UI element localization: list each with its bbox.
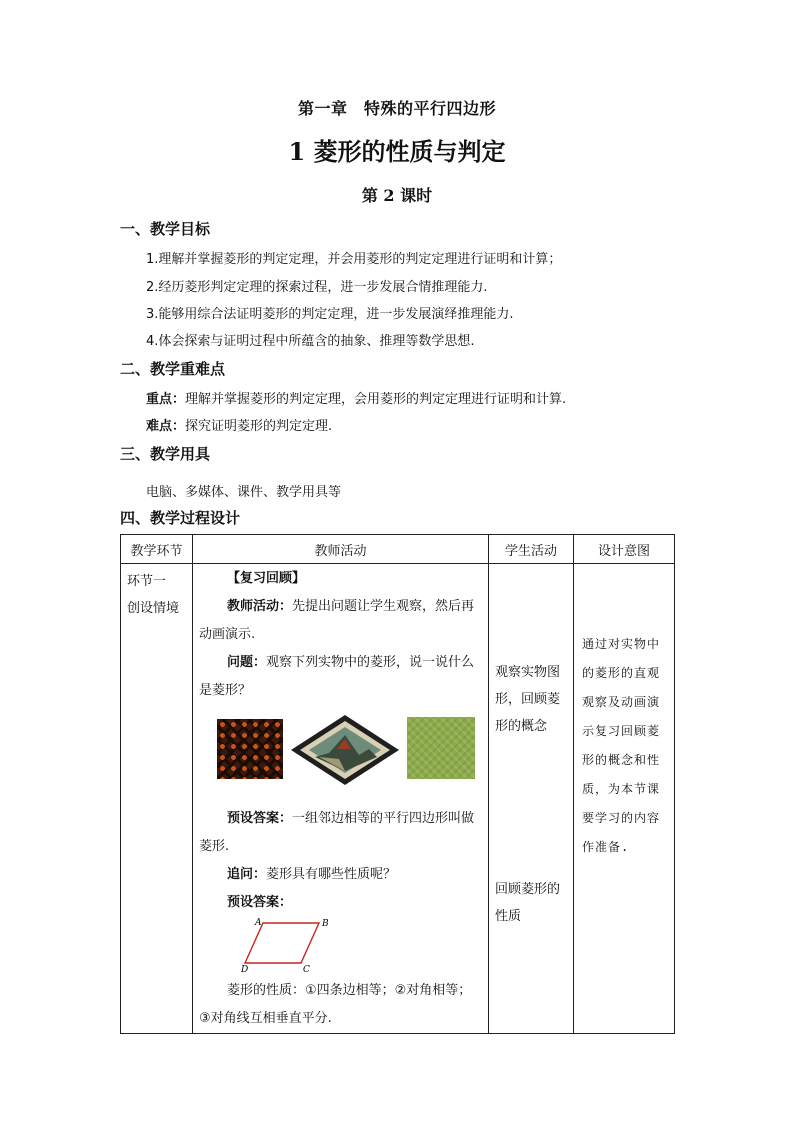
key-text: 理解并掌握菱形的判定定理，会用菱形的判定定理进行证明和计算.	[185, 392, 567, 407]
student-activity-2: 回顾菱形的性质	[495, 882, 561, 924]
vertex-label-c: C	[303, 965, 310, 975]
column-header: 学生活动	[489, 535, 574, 564]
period-title: 第 2 课时	[361, 186, 433, 205]
objective-item: 2.经历菱形判定定理的探索过程，进一步发展合情推理能力.	[146, 280, 488, 295]
green-rhombus-texture-image	[407, 717, 475, 779]
teacher-activity	[193, 593, 488, 649]
column-header: 教学环节	[121, 535, 193, 564]
followup-text: 菱形具有哪些性质呢？	[266, 867, 397, 882]
objective-item: 4.体会探索与证明过程中所蕴含的抽象、推理等数学思想.	[146, 334, 475, 349]
preset-answer-2: 预设答案：	[227, 895, 293, 910]
key-point-line	[146, 388, 566, 407]
stage-number: 环节一	[127, 574, 167, 589]
preset-answer	[193, 805, 488, 861]
difficult-point-line	[146, 415, 332, 434]
rhombus-painting-image	[289, 713, 401, 787]
intent-cell	[574, 564, 675, 1034]
question-text: 观察下列实物中的菱形，说一说什么是菱形？	[199, 655, 475, 698]
process-table	[120, 534, 675, 1034]
student-activity-1: 观察实物图形，回顾菱形的概念	[495, 665, 561, 734]
chapter-title: 第一章 特殊的平行四边形	[297, 99, 496, 118]
stage-name: 创设情境	[127, 601, 180, 616]
objective-item: 3.能够用综合法证明菱形的判定定理，进一步发展演绎推理能力.	[146, 307, 514, 322]
stage-cell	[121, 564, 193, 1034]
difficult-label: 难点：	[146, 419, 186, 434]
followup-question	[193, 861, 488, 889]
question-label: 问题：	[227, 655, 267, 670]
table-header-row	[121, 535, 675, 564]
answer-text: 一组邻边相等的平行四边形叫做菱形.	[199, 811, 475, 854]
objective-item: 1.理解并掌握菱形的判定定理，并会用菱形的判定定理进行证明和计算；	[146, 252, 562, 267]
question	[193, 649, 488, 705]
activity-label: 教师活动：	[227, 599, 293, 614]
rhombus-pattern-image	[217, 719, 283, 779]
lesson-title: 1 菱形的性质与判定	[288, 137, 506, 166]
process-heading: 四、教学过程设计	[120, 509, 241, 527]
example-images	[193, 713, 488, 799]
key-label: 重点：	[146, 392, 186, 407]
answer-label: 预设答案：	[227, 811, 293, 826]
design-intent-text: 通过对实物中的菱形的直观观察及动画演示复习回顾菱形的概念和性质，为本节课要学习的内容作准备.	[582, 637, 661, 854]
tools-text: 电脑、多媒体、课件、教学用具等	[146, 485, 342, 500]
vertex-label-d: D	[241, 965, 249, 975]
rhombus-diagram	[241, 917, 361, 975]
vertex-label-b: B	[322, 919, 329, 929]
tools-heading: 三、教学用具	[120, 445, 211, 463]
column-header: 教师活动	[193, 535, 489, 564]
key-points-heading: 二、教学重难点	[120, 360, 226, 378]
vertex-label-a: A	[255, 918, 262, 928]
review-title: 【复习回顾】	[227, 571, 306, 586]
rhombus-properties: 菱形的性质：①四条边相等；②对角相等；③对角线互相垂直平分.	[199, 983, 472, 1026]
teacher-cell	[193, 564, 489, 1034]
column-header: 设计意图	[574, 535, 675, 564]
difficult-text: 探究证明菱形的判定定理.	[185, 419, 333, 434]
table-row	[121, 564, 675, 1034]
objectives-heading: 一、教学目标	[120, 220, 211, 238]
followup-label: 追问：	[227, 867, 267, 882]
activity-text: 先提出问题让学生观察，然后再动画演示.	[199, 599, 475, 642]
student-cell	[489, 564, 574, 1034]
